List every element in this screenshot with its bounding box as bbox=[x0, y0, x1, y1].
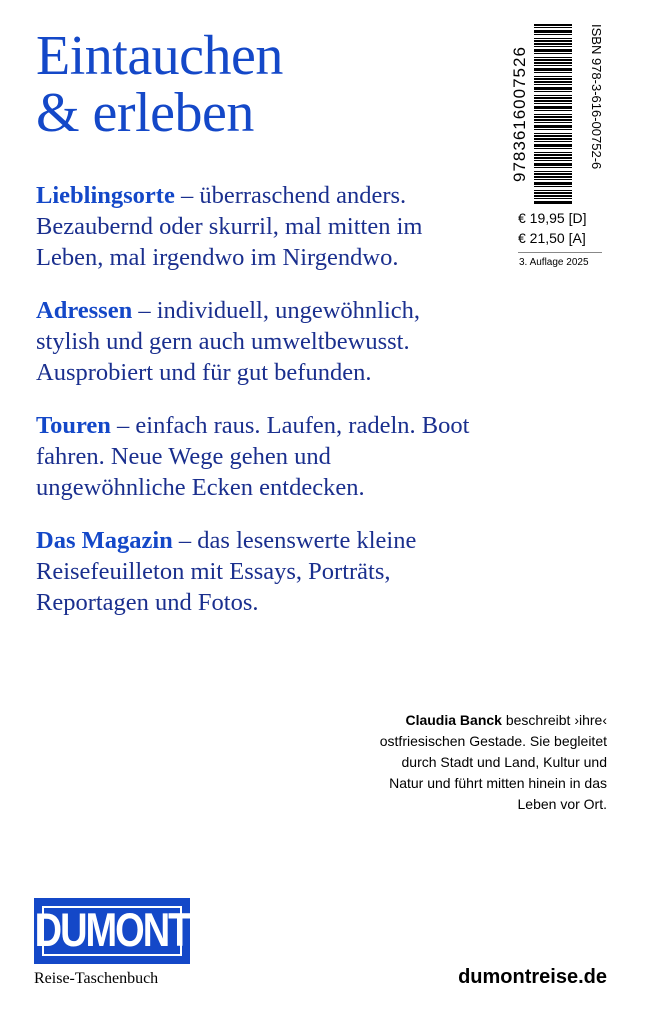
website-url: dumontreise.de bbox=[458, 966, 607, 988]
title-line-2: & erleben bbox=[36, 82, 254, 144]
feature-touren bbox=[36, 410, 486, 503]
logo-text: DUMONT bbox=[34, 904, 190, 957]
feature-text: – überraschend anders. Bezaubernd oder skurril, mal mitten im Leben, mal irgendwo im Nirgendwo. bbox=[36, 182, 423, 271]
feature-keyword: Touren bbox=[36, 412, 111, 439]
feature-keyword: Adressen bbox=[36, 297, 133, 324]
feature-text: – individuell, ungewöhnlich, stylish und gern auch umweltbewusst. Ausprobiert und für gut befunden. bbox=[36, 297, 421, 386]
author-name: Claudia Banck bbox=[405, 712, 502, 728]
feature-list bbox=[36, 180, 486, 640]
price-list bbox=[518, 208, 608, 253]
cover-title bbox=[36, 25, 283, 144]
feature-text: – einfach raus. Laufen, radeln. Boot fahren. Neue Wege gehen und ungewöhnliche Ecken entdecken. bbox=[36, 412, 470, 501]
author-blurb bbox=[367, 710, 607, 815]
author-description: beschreibt ›ihre‹ ostfriesischen Gestade. Sie begleitet durch Stadt und Land, Kultur und Natur und führt mitten hinein in das Leben vor Ort. bbox=[379, 712, 607, 812]
price-germany: € 19,95 [D] bbox=[518, 210, 587, 226]
feature-keyword: Das Magazin bbox=[36, 527, 173, 554]
barcode-bars bbox=[534, 24, 572, 204]
isbn-number: ISBN 978-3-616-00752-6 bbox=[589, 24, 604, 170]
logo-frame bbox=[34, 904, 190, 957]
isbn-barcode bbox=[510, 24, 608, 204]
feature-magazin bbox=[36, 525, 486, 618]
price-divider bbox=[518, 252, 602, 253]
dumont-logo bbox=[34, 898, 190, 964]
edition-note: 3. Auflage 2025 bbox=[519, 257, 589, 268]
feature-text: – das lesenswerte kleine Reisefeuilleton mit Essays, Porträts, Reportagen und Fotos. bbox=[36, 527, 417, 616]
feature-keyword: Lieblingsorte bbox=[36, 182, 175, 209]
barcode-digits: 9783616007526 bbox=[510, 46, 529, 182]
series-name: Reise-Taschenbuch bbox=[34, 970, 159, 987]
feature-lieblingsorte bbox=[36, 180, 486, 273]
feature-adressen bbox=[36, 295, 486, 388]
title-line-1: Eintauchen bbox=[36, 25, 283, 87]
price-austria: € 21,50 [A] bbox=[518, 230, 586, 246]
